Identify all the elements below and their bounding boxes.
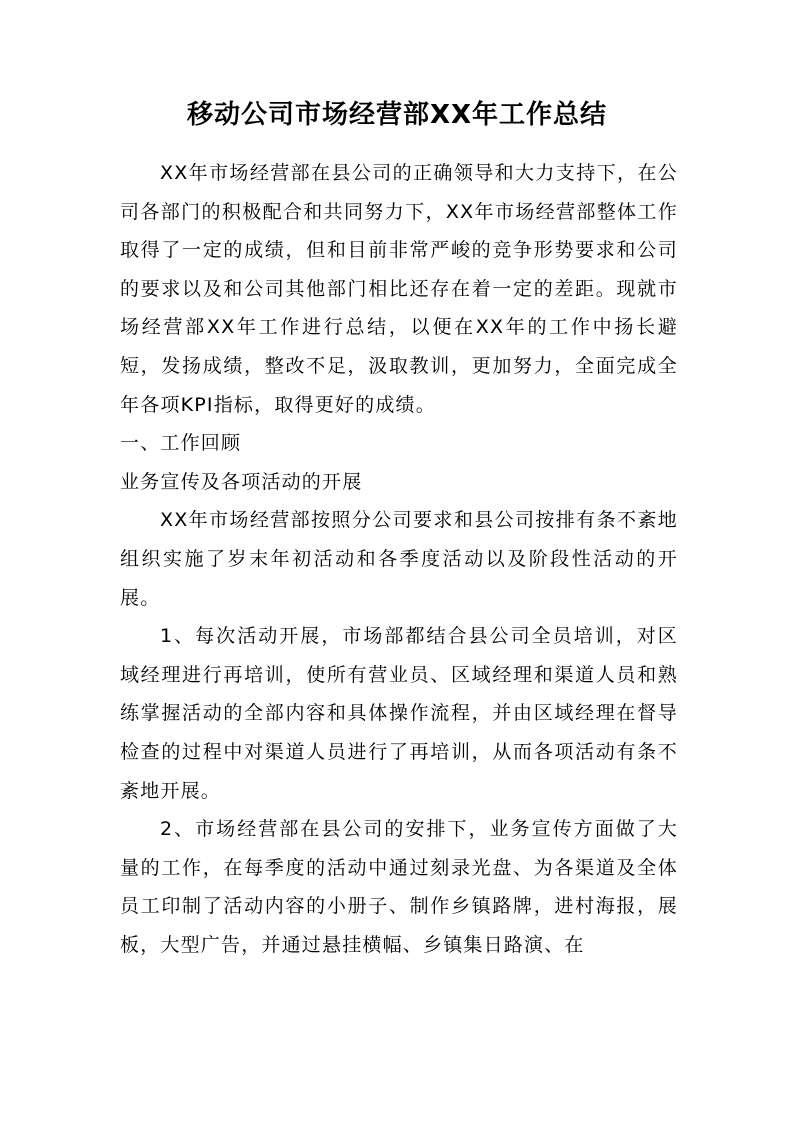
intro-paragraph: XX年市场经营部在县公司的正确领导和大力支持下，在公司各部门的积极配合和共同努力下，XX年市场经营部整体工作取得了一定的成绩，但和目前非常严峻的竞争形势要求和公司的要求以及和公司其他部门相比还存在着一定的差距。现就市场经营部XX年工作进行总结，以便在XX年的工作中扬长避短，发扬成绩，整改不足，汲取教训，更加努力，全面完成全年各项KPI指标，取得更好的成绩。 — [120, 162, 678, 416]
subsection-heading-promotion: 业务宣传及各项活动的开展 — [120, 470, 363, 493]
section-heading-work-review: 一、工作回顾 — [120, 432, 242, 455]
document-body — [120, 154, 678, 964]
document-title: 移动公司市场经营部XX年工作总结 — [186, 100, 608, 130]
activities-paragraph: XX年市场经营部按照分公司要求和县公司按排有条不紊地组织实施了岁末年初活动和各季度活动以及阶段性活动的开展。 — [120, 509, 678, 609]
item-2-paragraph: 2、市场经营部在县公司的安排下，业务宣传方面做了大量的工作，在每季度的活动中通过刻录光盘、为各渠道及全体员工印制了活动内容的小册子、制作乡镇路牌，进村海报，展板，大型广告，并通过悬挂横幅、乡镇集日路演、在 — [120, 818, 678, 956]
item-1-paragraph: 1、每次活动开展，市场部都结合县公司全员培训，对区域经理进行再培训，使所有营业员、区域经理和渠道人员和熟练掌握活动的全部内容和具体操作流程，并由区域经理在督导检查的过程中对渠道人员进行了再培训，从而各项活动有条不紊地开展。 — [120, 625, 678, 802]
